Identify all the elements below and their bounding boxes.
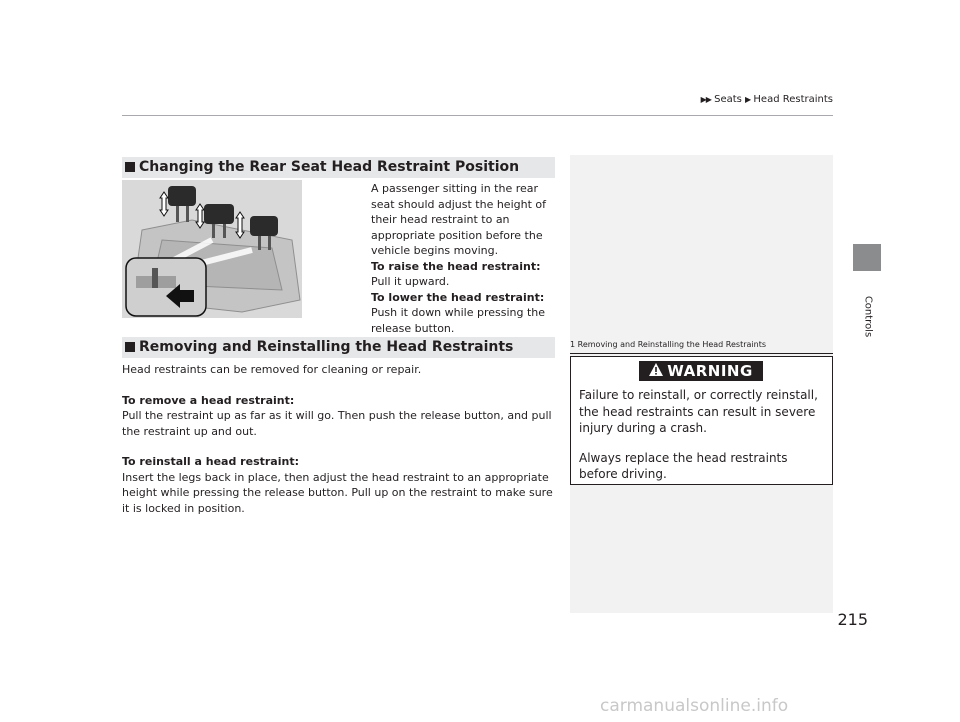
chapter-label: Controls bbox=[862, 295, 874, 338]
position-section-title: Changing the Rear Seat Head Restraint Position bbox=[139, 159, 520, 175]
warning-text-2: Always replace the head restraints before driving. bbox=[579, 450, 788, 481]
position-section-body bbox=[371, 181, 555, 336]
page-number: 215 bbox=[837, 610, 868, 629]
warning-triangle-icon bbox=[649, 363, 663, 376]
warning-banner bbox=[639, 361, 763, 381]
breadcrumb-page: Head Restraints bbox=[753, 94, 833, 105]
breadcrumb bbox=[620, 94, 833, 105]
lower-heading: To lower the head restraint: bbox=[371, 290, 545, 304]
raise-text: Pull it upward. bbox=[371, 275, 450, 288]
warning-label: WARNING bbox=[667, 362, 753, 380]
breadcrumb-arrow-icon: ▶▶ bbox=[700, 95, 711, 104]
warning-box bbox=[570, 356, 833, 485]
reinstall-text: Insert the legs back in place, then adjust the head restraint to an appropriate height while pressing the release button. Pull up on the restraint to make sure it is locked in position. bbox=[122, 470, 553, 515]
breadcrumb-separator-icon: ▶ bbox=[745, 95, 751, 104]
watermark: carmanualsonline.info bbox=[600, 696, 789, 716]
breadcrumb-section[interactable]: Seats bbox=[714, 94, 742, 105]
removing-intro: Head restraints can be removed for cleaning or repair. bbox=[122, 363, 422, 376]
warning-text-1: Failure to reinstall, or correctly reinstall, the head restraints can result in severe injury during a crash. bbox=[579, 388, 818, 435]
reinstall-heading: To reinstall a head restraint: bbox=[122, 455, 299, 468]
section-square-icon bbox=[125, 342, 135, 352]
removing-section-body bbox=[122, 362, 562, 516]
note-marker-icon: 1 bbox=[570, 340, 576, 349]
chapter-tab bbox=[853, 244, 881, 271]
removing-section-heading bbox=[122, 337, 555, 358]
raise-heading: To raise the head restraint: bbox=[371, 259, 541, 273]
rear-seat-head-restraint-illustration bbox=[122, 180, 302, 318]
remove-text: Pull the restraint up as far as it will go. Then push the release button, and pull the restraint up and out. bbox=[122, 409, 552, 438]
section-square-icon bbox=[125, 162, 135, 172]
position-intro: A passenger sitting in the rear seat should adjust the height of their head restraint to an appropriate position before the vehicle begins moving. bbox=[371, 182, 546, 257]
warning-text bbox=[579, 387, 827, 496]
header-divider bbox=[122, 115, 833, 116]
note-heading bbox=[570, 340, 833, 349]
remove-heading: To remove a head restraint: bbox=[122, 393, 295, 407]
note-divider bbox=[570, 353, 833, 354]
lower-text: Push it down while pressing the release button. bbox=[371, 306, 546, 335]
note-title: Removing and Reinstalling the Head Restraints bbox=[577, 340, 767, 349]
position-section-heading bbox=[122, 157, 555, 178]
removing-section-title: Removing and Reinstalling the Head Restraints bbox=[139, 339, 514, 355]
